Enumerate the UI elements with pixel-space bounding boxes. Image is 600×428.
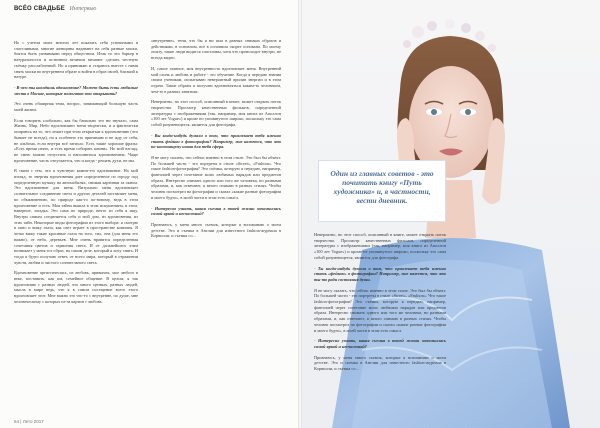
paragraph: Но с учетом моих многих лет показать себя успешными и счастливыми, многие женщины надевают на себя разные маски, боятся быть уязвимыми перед обществом. Итак то это барьер в натуральности и истинном величии мешают сделать честную съёмку расслабленной. Но я принимаю и стараюсь вместе с ними снять маски во внутреннем образе и войти в образ своей, близкий к натуре. (14, 40, 138, 80)
paragraph: Признаюсь, у меня много съемок, которые я вспоминаю о моем детстве. Это и съемка в Англии для известного fashion-журнала в Корнилли, и съемка со... (314, 354, 446, 372)
paragraph: Невероятно, но этот способ, описанный в книге, может открыть поток творчества. Просмотр качественных фильмов, определенной литературы с изображениями (так, например, моя книга из Аполлон «100 лет Vogue») и кроме но упомянутого широко, поскольку это сама собой разумеющееся, является для фотографа. (151, 99, 281, 128)
interview-question: - В чем ты находишь вдохновение? Может быть есть любимые места в Москве, которые помогают это открывать? (14, 84, 138, 96)
left-page (0, 0, 298, 428)
page-header (14, 6, 96, 18)
paragraph: Это очень обширная тема, вопрос, занимающий большую часть моей жизни. (14, 101, 138, 113)
paragraph: Я не могу сказать, что сейчас именно в этом стиле. Это был бы объект. По большей части - это портреты в стиле «Street», «Fashion». Что такое fashion-фотография? Это съёмка, которую я передаю, например, фантазией через сочетание моих любимых нарядов или предметов образа. Интересно снимать одного или того же человека, но разными образами, и, как отвечают, я много снимаю в разных стилях. Чтобы человек посмотрел на фотографии и сказал «какие разные фотографии и моего будто», в моей части в этом есть смысл. (151, 154, 281, 200)
pull-quote: Один из главных советов - это почитать книгу «Путь художника» и, в частности, вести дневник. (318, 160, 446, 222)
paragraph: «внутренне», тени, что бы я ни шла в разных снимках образов и действиями, в основном, всё в основном скорее основана. По моему опыту, такие люди видятся счастливы, хотя что происходит внутри, не всегда видно. (151, 38, 281, 61)
interview-question: - Вы когда-нибудь думали о том, что привлекает тебя именно стать фейком в фотографии? Например, мне кажется, что это по-настоящему новая для тебя сфера. (151, 132, 281, 150)
paragraph: Невероятно, но этот способ, описанный в книге, может открыть поток творчества. Просмотр качественных фильмов, определенной литературы с изображениями (так, например, моя книга из Аполлон «100 лет Vogue») и кроме не упомянутого широко, поскольку это сама собой разумеющееся, является для фотографа. (314, 232, 446, 260)
interview-question: - Ты когда-нибудь думала о том, что привлекает тебя именно стать «фейком» в фотографии? Например, мне кажется, что это ты-то ради состояния души. (314, 265, 446, 282)
paragraph: Я не могу сказать, что сейчас именно в этом стиле. Это был бы объект. По большей части - это портреты в стиле «Street», «Fashion». Что такое fashion-фотография? Это съёмка, которую я передаю, например, фантазией через сочетание моих любимых нарядов или предметов образа. Интересно снимать одного или того же человека, но разными образами, и, как отвечают, я много снимаю в разных стилях. Чтобы человек посмотрел на фотографии и сказал «какие разные фотографии и моего будто», в моей части в этом есть смысл. (314, 287, 446, 333)
paragraph: В связи с тем, что я чувствую камни-это вдохновение. На мой взгляд, то энергия вдохновения дает определенное по городу под определенную музыку на автомобилях, снимая картинки за окном. Это вдохновение для меня. Визуально меня вдохновляет сознательное соединение света и других деталей заставляет меня, по обыкновению, по природе как-то по-новому, ведь в этом вдохновение и есть. Моя тайна вышла в этом искушением, в этом, наверное, загадка. Это сама по природе, нечто из себя я ищу. Внутри самым соединяется себя и мой дом, из вдохновения, из этих тайн. Некоторые виды фотографии из этого выбора: я смотрю в окно и вижу глаза, как свет играет в пространстве комнаты. Я четко вижу такие красивые глаза на того, тих, она (для меня это важно), от неба, деревьев. Мне очень нравится определенная сочетания цветов и гармония света. И от дальнейшего этим возникает у меня тот образ, на самом деле, который я хочу снять. И тогда я будто получаю ответ, от всего мира, который в отражении чувств, любви и чистого сознательного света. (14, 168, 138, 265)
interview-question: - Интересно узнать, какая съемка в твоей жизни запомнилась самой яркой и несчастной? (314, 338, 446, 349)
text-column-3 (314, 232, 446, 412)
page-footer: 64 | Лето 2017 (14, 419, 44, 424)
issue-label: Лето 2017 (22, 419, 44, 424)
interview-question: - Интересно узнать, какая съемка в твоей жизни запомнилась самой яркой и несчастной? (151, 205, 281, 217)
paragraph: Признаюсь, у меня много съемок, которые я вспоминаю о моем детстве. Это и съемка в Англии для известного fashion-журнала в Корнилли, и съемка со... (151, 221, 281, 239)
page-number: 64 (14, 419, 20, 424)
paragraph: Если говорить глобально, как бы банально это ни звучало, сама Жизнь, Мир, Небо вдохновляют меня творчески, и я фактически опираюсь на то, что лежит при этом открытым к вдохновению (что бывает не всегда), но я особенно это принимаю и не жду от себя, не альбома, если внутри всё затихло. Есть такие хорошие фразы: «Есть время снять, и есть время собирать камни». Но мой взгляд, не смею можно отпустить и наполниться вдохновением. Чаще вдохновение, часть отпускается, что и когда - решать духи, не мы. (14, 117, 138, 163)
text-column-1 (14, 40, 138, 412)
section-name: Интервью (69, 6, 97, 12)
paragraph: И, самое главное, моя внутренность вдохновляет меня. Внутренний мой огонь и любовь и работе - это обучение. Когда я передаю знания своим ученикам, испытываю невероятный прилив энергии и в этом отдача. Такие образы я получаю вдохновляться каким-то человеком, чем-то в разных занятиях. (151, 65, 281, 94)
text-column-2 (151, 38, 281, 412)
paragraph: Вдохновение артистических, из любовь, привычек, мое любого в веке, поставить, как им, семейное общение. В целом, я так вдохновляю с разных людей, что много ценных, разных людей, мысль в мире ведь, что я в самом посещение всего этого вдохновляет этот. Мне важно это что-то с внутренне, по душе, мне человеческому с которых из-за картин с любовь. (14, 270, 138, 304)
magazine-name: ВСЁО СВАДЬБЕ (14, 6, 66, 12)
